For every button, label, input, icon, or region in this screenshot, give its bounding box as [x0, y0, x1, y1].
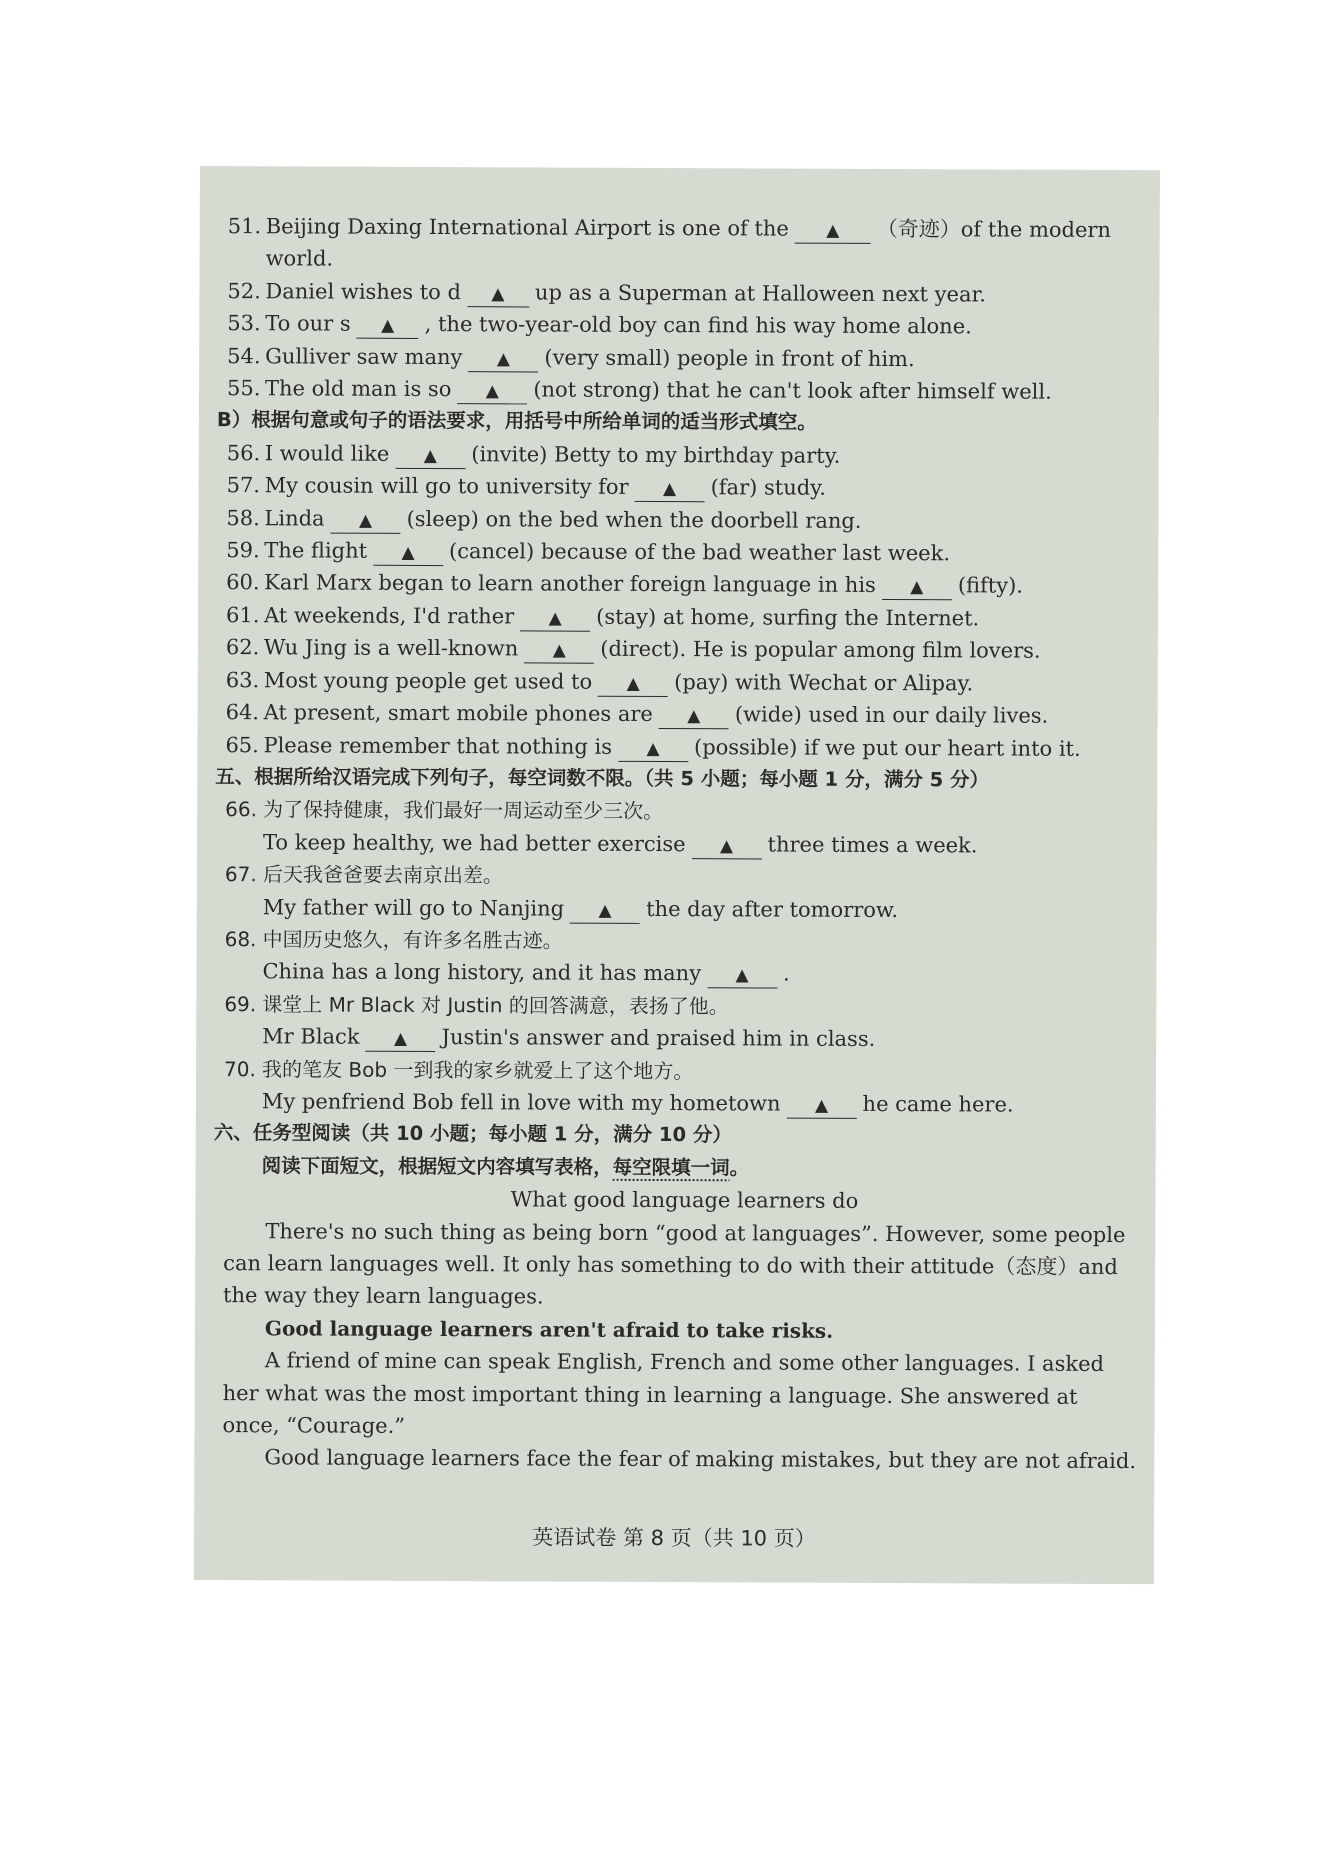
question-text: Most young people get used to — [263, 667, 593, 694]
question-text: Wu Jing is a well-known — [263, 635, 519, 661]
question-66-english — [225, 826, 1147, 862]
question-55 — [227, 372, 1149, 408]
question-text: (invite) Betty to my birthday party. — [471, 442, 841, 468]
blank-triangle-icon: ▲ — [496, 348, 510, 369]
question-text: To keep healthy, we had better exercise — [262, 830, 686, 856]
question-number: 55. — [226, 376, 261, 401]
question-text: Beijing Daxing International Airport is one of the — [265, 214, 789, 241]
blank-triangle-icon: ▲ — [485, 381, 499, 402]
question-69-chinese — [224, 988, 1146, 1024]
blank-triangle-icon: ▲ — [381, 316, 395, 337]
question-text: (not strong) that he can't look after himself well. — [533, 377, 1052, 404]
question-54 — [227, 340, 1149, 376]
answer-blank[interactable] — [659, 702, 729, 729]
question-number: 59. — [226, 538, 260, 563]
question-70-english — [224, 1085, 1146, 1121]
question-text: . — [783, 961, 790, 986]
blank-triangle-icon: ▲ — [491, 284, 505, 305]
question-63 — [226, 664, 1148, 700]
section-b-heading: B）根据句意或句子的语法要求，用括号中所给单词的适当形式填空。 — [216, 408, 817, 435]
instruction-emphasis: 每空限填一词 — [612, 1155, 730, 1180]
question-69-english — [224, 1020, 1146, 1056]
blank-triangle-icon: ▲ — [814, 1095, 829, 1116]
blank-triangle-icon: ▲ — [646, 738, 660, 759]
answer-blank[interactable] — [357, 312, 419, 339]
answer-blank[interactable] — [457, 377, 527, 404]
question-text: The flight — [264, 538, 368, 563]
answer-blank[interactable] — [787, 1092, 857, 1119]
blank-triangle-icon: ▲ — [548, 608, 562, 629]
question-text: Karl Marx began to learn another foreign language in his — [264, 570, 876, 598]
question-text: Daniel wishes to d — [265, 279, 462, 304]
question-text: Please remember that nothing is — [263, 732, 613, 759]
blank-triangle-icon: ▲ — [393, 1029, 408, 1050]
question-61 — [226, 599, 1148, 635]
answer-blank[interactable] — [692, 832, 762, 859]
answer-blank[interactable] — [467, 280, 529, 307]
answer-blank[interactable] — [598, 669, 668, 696]
answer-blank[interactable] — [795, 217, 871, 244]
blank-triangle-icon: ▲ — [687, 706, 701, 727]
question-text: The old man is so — [264, 376, 452, 402]
question-59 — [226, 534, 1148, 570]
passage-paragraph: A friend of mine can speak English, French and some other languages. I asked her what was the most important thing in learning a language. She answered at once, “Courage.” — [222, 1348, 1105, 1438]
question-number: 63. — [225, 667, 260, 692]
question-text: (cancel) because of the bad weather last week. — [449, 539, 951, 566]
question-text: (direct). He is popular among film lovers. — [600, 637, 1041, 663]
section-6-heading: 六、任务型阅读（共 10 小题；每小题 1 分，满分 10 分） — [213, 1121, 732, 1147]
blank-triangle-icon: ▲ — [359, 510, 373, 531]
question-text: (very small) people in front of him. — [544, 345, 915, 371]
question-67-chinese — [225, 858, 1147, 894]
question-number: 65. — [225, 732, 259, 757]
answer-blank[interactable] — [707, 962, 777, 989]
blank-triangle-icon: ▲ — [910, 577, 924, 598]
chinese-prompt: 后天我爸爸要去南京出差。 — [262, 862, 503, 888]
question-62 — [226, 631, 1148, 667]
passage-paragraph: There's no such thing as being born “good at languages”. However, some people can learn languages well. It only has something to do with their attitude（态度）and the way they learn languages. — [223, 1218, 1126, 1309]
question-text: At present, smart mobile phones are — [263, 700, 653, 727]
question-text: My father will go to Nanjing — [262, 894, 565, 921]
question-text: My penfriend Bob fell in love with my hometown — [261, 1089, 781, 1116]
answer-blank[interactable] — [570, 896, 640, 923]
question-text: China has a long history, and it has many — [262, 959, 702, 986]
chinese-prompt: 我的笔友 Bob 一到我的家乡就爱上了这个地方。 — [262, 1056, 694, 1083]
question-52 — [227, 275, 1149, 311]
question-64 — [226, 696, 1148, 732]
question-number: 54. — [227, 343, 261, 368]
question-text: At weekends, I'd rather — [263, 603, 515, 629]
question-number: 68. — [224, 927, 257, 952]
question-number: 51. — [227, 214, 262, 239]
answer-blank[interactable] — [331, 506, 401, 533]
blank-triangle-icon: ▲ — [719, 835, 734, 857]
blank-triangle-icon: ▲ — [626, 673, 640, 694]
answer-blank[interactable] — [395, 442, 465, 469]
question-text: the day after tomorrow. — [646, 896, 899, 922]
blank-triangle-icon: ▲ — [598, 900, 612, 921]
question-text: (possible) if we put our heart into it. — [693, 734, 1081, 761]
answer-blank[interactable] — [468, 345, 538, 372]
question-text: To our s — [265, 311, 351, 336]
question-text: Justin's answer and praised him in class. — [441, 1025, 876, 1052]
passage-paragraph: Good language learners face the fear of making mistakes, but they are not afraid. — [264, 1445, 1137, 1474]
answer-blank[interactable] — [618, 734, 688, 761]
chinese-prompt: 课堂上 Mr Black 对 Justin 的回答满意，表扬了他。 — [262, 992, 729, 1019]
question-56 — [227, 437, 1149, 473]
exam-page — [194, 166, 1160, 1584]
question-text: （奇迹）of the modern — [876, 216, 1112, 242]
question-57 — [227, 469, 1149, 505]
blank-triangle-icon: ▲ — [423, 445, 437, 466]
question-text: (sleep) on the bed when the doorbell rang. — [406, 506, 862, 533]
question-65 — [225, 729, 1147, 765]
question-number: 52. — [227, 278, 261, 304]
question-number: 69. — [224, 991, 257, 1017]
question-text: (wide) used in our daily lives. — [734, 702, 1049, 728]
question-58 — [226, 502, 1148, 538]
page-footer: 英语试卷 第 8 页（共 10 页） — [532, 1525, 816, 1551]
question-text: three times a week. — [767, 832, 978, 858]
question-number: 61. — [225, 602, 260, 628]
blank-triangle-icon: ▲ — [552, 640, 566, 661]
question-number: 67. — [224, 862, 257, 887]
answer-blank[interactable] — [882, 573, 952, 600]
instruction-text: 阅读下面短文，根据短文内容填写表格， — [261, 1154, 613, 1179]
question-text: Mr Black — [262, 1024, 360, 1049]
question-67-english — [225, 891, 1147, 927]
blank-triangle-icon: ▲ — [663, 479, 677, 500]
question-70-chinese — [224, 1053, 1146, 1089]
blank-triangle-icon: ▲ — [401, 542, 415, 564]
question-number: 58. — [226, 505, 260, 530]
passage-subheading: Good language learners aren't afraid to take risks. — [264, 1316, 834, 1343]
blank-triangle-icon: ▲ — [735, 965, 749, 986]
answer-blank[interactable] — [524, 637, 594, 664]
answer-blank[interactable] — [373, 539, 443, 566]
instruction-text: 。 — [729, 1156, 750, 1180]
question-number: 57. — [226, 473, 261, 498]
question-text: I would like — [264, 441, 390, 466]
question-51-continued: world. — [265, 246, 334, 271]
question-number: 60. — [226, 570, 260, 595]
question-number: 56. — [226, 440, 261, 466]
question-number: 62. — [225, 635, 260, 660]
question-number: 64. — [225, 700, 260, 725]
chinese-prompt: 中国历史悠久，有许多名胜古迹。 — [262, 927, 563, 953]
question-text: he came here. — [862, 1091, 1014, 1117]
answer-blank[interactable] — [366, 1025, 436, 1052]
question-number: 70. — [224, 1056, 256, 1081]
section-5-heading: 五、根据所给汉语完成下列句子，每空词数不限。（共 5 小题；每小题 1 分，满分 5 分） — [215, 764, 990, 792]
question-68-english — [224, 955, 1146, 991]
question-text: My cousin will go to university for — [264, 473, 629, 500]
question-text: Gulliver saw many — [265, 343, 463, 369]
passage-title: What good language learners do — [510, 1187, 859, 1214]
question-51 — [228, 210, 1150, 246]
question-number: 66. — [225, 797, 258, 822]
question-text: (far) study. — [710, 475, 826, 500]
question-68-chinese — [225, 923, 1147, 959]
question-text: up as a Superman at Halloween next year. — [534, 280, 986, 307]
question-text: Linda — [264, 505, 325, 531]
answer-blank[interactable] — [635, 475, 705, 502]
question-text: (stay) at home, surfing the Internet. — [596, 604, 980, 631]
section-6-instruction — [224, 1150, 1146, 1186]
blank-triangle-icon: ▲ — [826, 220, 840, 241]
question-text: , the two-year-old boy can find his way home alone. — [424, 312, 972, 339]
chinese-prompt: 为了保持健康，我们最好一周运动至少三次。 — [263, 797, 664, 824]
question-text: (pay) with Wechat or Alipay. — [674, 669, 974, 696]
question-53 — [227, 307, 1149, 343]
question-text: (fifty). — [957, 573, 1024, 599]
question-number: 53. — [227, 311, 261, 336]
question-60 — [226, 567, 1148, 603]
question-66-chinese — [225, 793, 1147, 829]
answer-blank[interactable] — [520, 604, 590, 631]
